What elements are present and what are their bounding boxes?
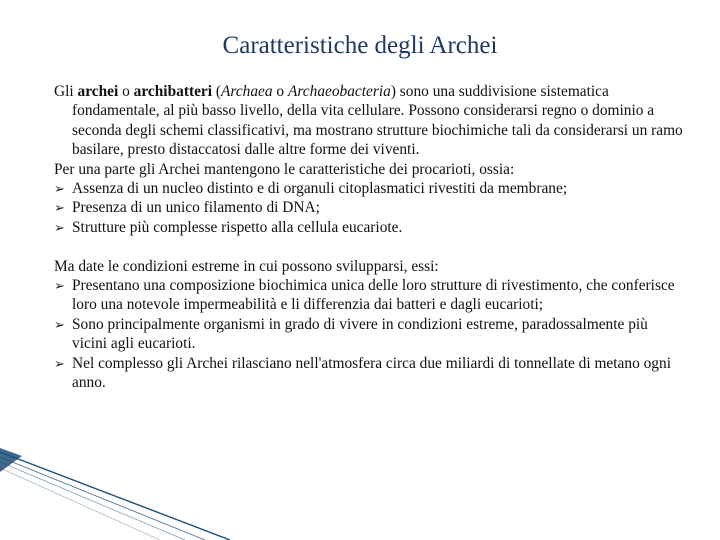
section1-bullet-3	[54, 218, 686, 237]
intro-text-1: Gli	[54, 83, 78, 100]
slide-body	[54, 82, 686, 392]
bullet-text: Assenza di un nucleo distinto e di organuli citoplasmatici rivestiti da membrane;	[72, 180, 568, 198]
bullet-text: Presenza di un unico filamento di DNA;	[72, 199, 320, 217]
term-archaea: Archaea	[221, 83, 273, 100]
decorative-stripes	[0, 448, 230, 540]
term-archibatteri: archibatteri	[133, 83, 213, 100]
intro-paragraph	[54, 82, 686, 160]
section1-bullet-1	[54, 179, 686, 198]
section1-lead: Per una parte gli Archei mantengono le caratteristiche dei procarioti, ossia:	[54, 160, 515, 178]
arrow-bullet-icon: ➢	[54, 355, 65, 371]
section2-bullet-3	[54, 354, 686, 393]
arrow-bullet-icon: ➢	[54, 181, 65, 197]
bullet-text: Strutture più complesse rispetto alla cellula eucariote.	[72, 218, 403, 236]
arrow-bullet-icon: ➢	[54, 316, 65, 332]
bullet-text: Nel complesso gli Archei rilasciano nell'atmosfera circa due miliardi di tonnellate di metano ogni anno.	[72, 354, 671, 392]
intro-text-4: o	[272, 83, 288, 100]
spacer	[54, 237, 686, 256]
bullet-text: Presentano una composizione biochimica unica delle loro strutture di rivestimento, che conferisce loro una notevole impermeabilità e li differenzia dai batteri e dagli eucarioti;	[72, 277, 675, 314]
term-archei: archei	[77, 83, 119, 100]
section2-bullet-1	[54, 276, 686, 315]
section1-bullet-2	[54, 198, 686, 217]
term-archaeobacteria: Archaeobacteria	[287, 83, 391, 100]
arrow-bullet-icon: ➢	[54, 200, 65, 216]
intro-text-5: ) sono una suddivisione sistematica fondamentale, al più basso livello, della vita cellulare. Possono considerarsi regno o dominio a seconda degli schemi classificativi, ma mostrano strutture biochimiche tali da considerarsi un ramo basilare, presto distaccatosi dalle altre forme dei viventi.	[72, 83, 683, 159]
section2-lead: Ma date le condizioni estreme in cui possono svilupparsi, essi:	[54, 257, 439, 275]
arrow-bullet-icon: ➢	[54, 278, 65, 294]
section2-bullet-2	[54, 315, 686, 354]
slide-title: Caratteristiche degli Archei	[222, 32, 498, 59]
arrow-bullet-icon: ➢	[54, 219, 65, 235]
intro-text-2: o	[118, 83, 134, 100]
bullet-text: Sono principalmente organismi in grado di vivere in condizioni estreme, paradossalmente più vicini agli eucarioti.	[72, 315, 648, 353]
intro-text-3: (	[212, 83, 221, 100]
